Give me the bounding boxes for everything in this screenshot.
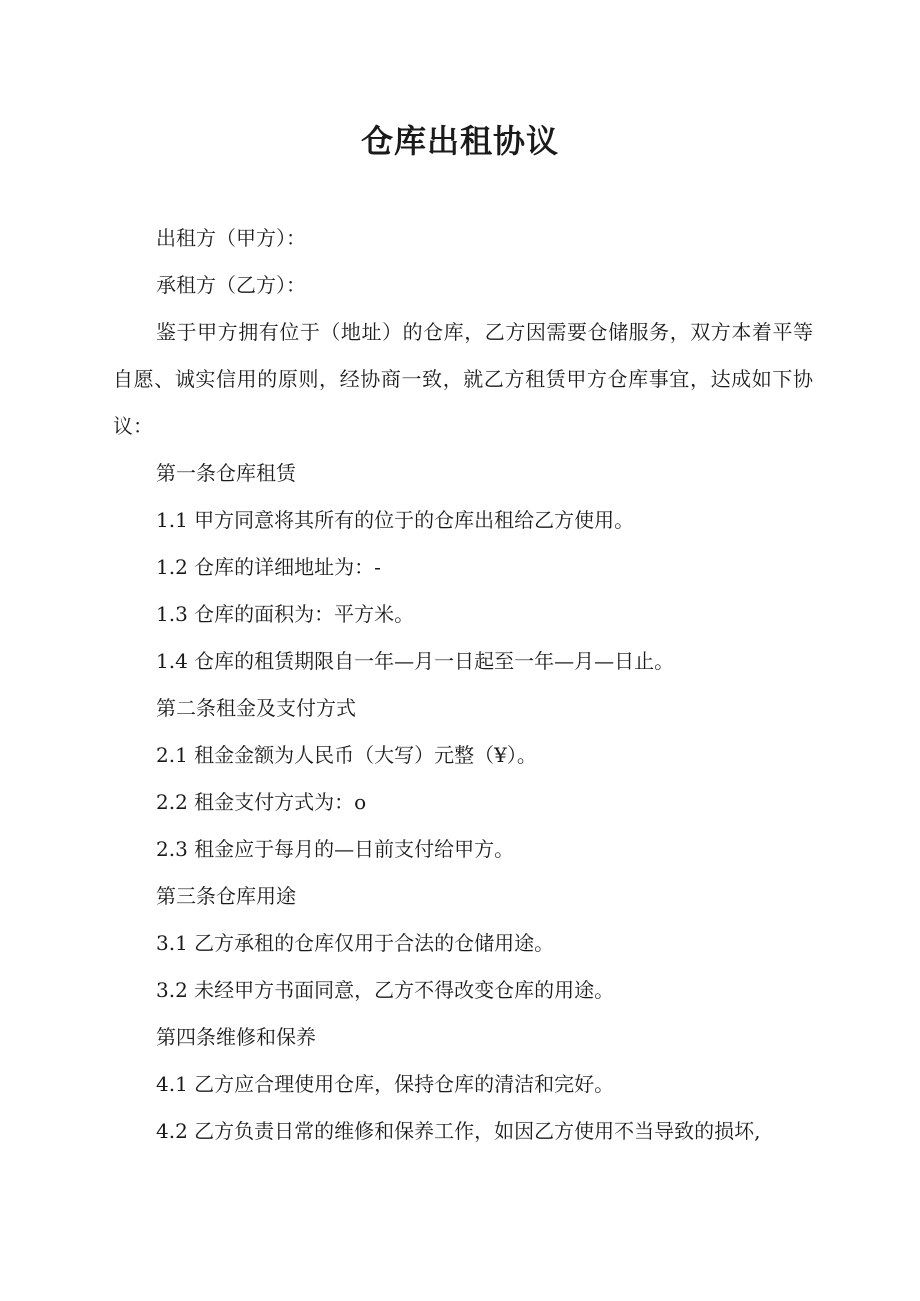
article-4-heading: 第四条维修和保养 — [156, 1025, 316, 1049]
clause-2-1: 2.1 租金金额为人民币（大写）元整（¥）。 — [156, 743, 537, 767]
party-a-line: 出租方（甲方）： — [156, 226, 306, 250]
preamble-paragraph: 鉴于甲方拥有位于（地址）的仓库，乙方因需要仓储服务，双方本着平等自愿、诚实信用的原则，经协商一致，就乙方租赁甲方仓库事宜，达成如下协议： — [113, 320, 813, 438]
document-title: 仓库出租协议 — [360, 122, 559, 160]
clause-3-1: 3.1 乙方承租的仓库仅用于合法的仓储用途。 — [156, 931, 555, 955]
clause-2-3: 2.3 租金应于每月的—日前支付给甲方。 — [156, 837, 515, 861]
clause-1-3: 1.3 仓库的面积为：平方米。 — [156, 602, 415, 626]
article-2-heading: 第二条租金及支付方式 — [156, 696, 356, 720]
clause-4-2: 4.2 乙方负责日常的维修和保养工作，如因乙方使用不当导致的损坏, — [156, 1119, 761, 1143]
clause-2-2: 2.2 租金支付方式为：o — [156, 790, 367, 814]
party-b-line: 承租方（乙方）： — [156, 273, 306, 297]
clause-3-2: 3.2 未经甲方书面同意，乙方不得改变仓库的用途。 — [156, 978, 615, 1002]
article-3-heading: 第三条仓库用途 — [156, 884, 296, 908]
article-1-heading: 第一条仓库租赁 — [156, 461, 296, 485]
clause-1-2: 1.2 仓库的详细地址为：- — [156, 555, 381, 579]
clause-4-1: 4.1 乙方应合理使用仓库，保持仓库的清洁和完好。 — [156, 1072, 615, 1096]
document-body — [113, 215, 813, 1155]
clause-1-4: 1.4 仓库的租赁期限自一年—月一日起至一年—月—日止。 — [156, 649, 675, 673]
clause-1-1: 1.1 甲方同意将其所有的位于的仓库出租给乙方使用。 — [156, 508, 635, 532]
